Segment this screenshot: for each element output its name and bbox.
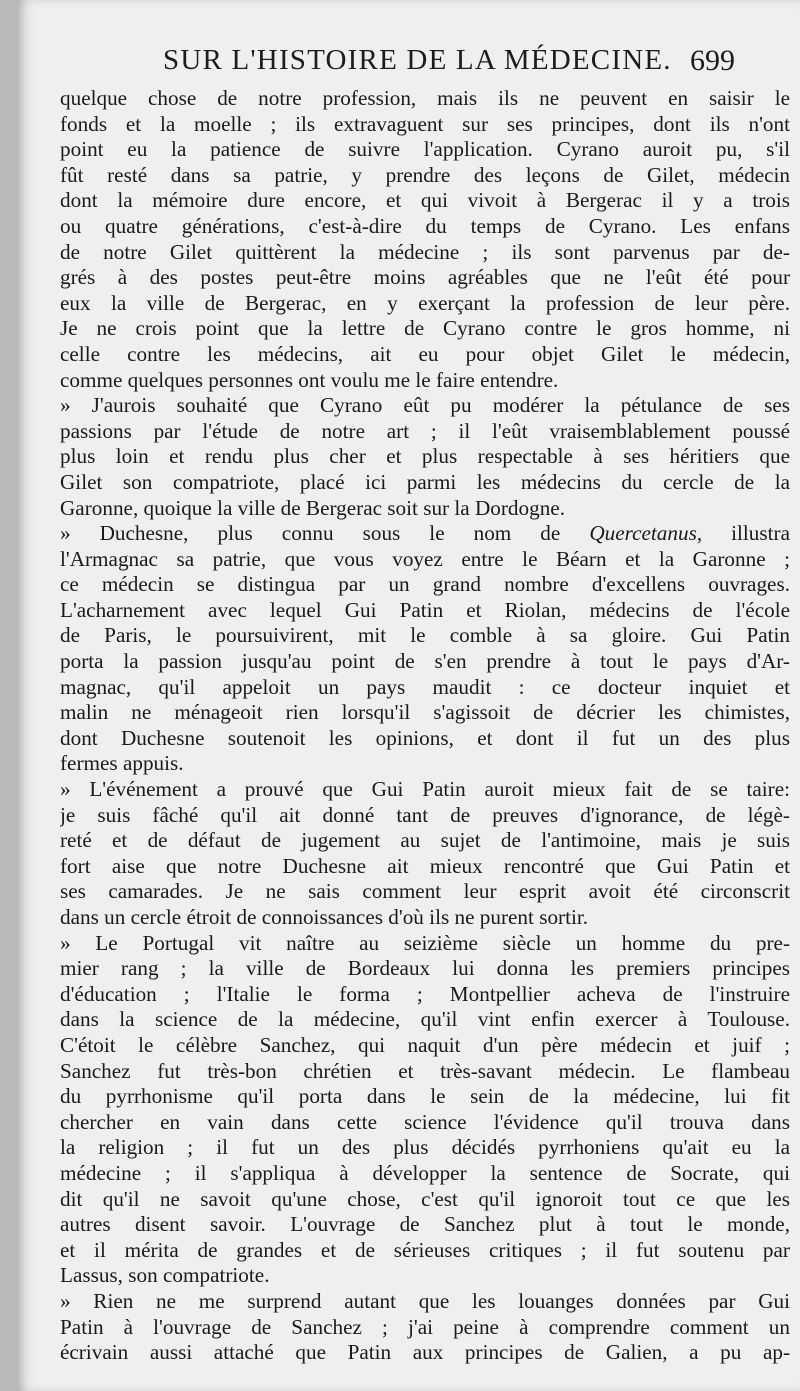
- text-line: celle contre les médecins, ait eu pour objet Gilet le médecin,: [60, 341, 790, 366]
- text-line: du pyrrhonisme qu'il porta dans le sein de la médecine, lui fit: [60, 1084, 790, 1109]
- text-line: Gilet son compatriote, placé ici parmi les médecins du cercle de la: [60, 469, 790, 494]
- text-line: Sanchez fut très-bon chrétien et très-savant médecin. Le flambeau: [60, 1058, 790, 1083]
- text-line: dont la mémoire dure encore, et qui vivoit à Bergerac il y a trois: [60, 188, 790, 213]
- text-line: » L'événement a prouvé que Gui Patin auroit mieux fait de se taire:: [60, 777, 790, 802]
- text-line: passions par l'étude de notre art ; il l'eût vraisemblablement poussé: [60, 418, 790, 443]
- text-line: comme quelques personnes ont voulu me le faire entendre.: [60, 367, 559, 392]
- text-line: dans la science de la médecine, qu'il vint enfin exercer à Toulouse.: [60, 1007, 790, 1032]
- text-line: fermes appuis.: [60, 751, 184, 776]
- text-line: fût resté dans sa patrie, y prendre des leçons de Gilet, médecin: [60, 162, 790, 187]
- text-line: l'Armagnac sa patrie, que vous voyez entre le Béarn et la Garonne ;: [60, 546, 790, 571]
- text-line-with-italic: » Duchesne, plus connu sous le nom de Quercetanus, illustra: [60, 521, 790, 546]
- text-line: Patin à l'ouvrage de Sanchez ; j'ai peine à comprendre comment un: [60, 1314, 790, 1339]
- text-line: autres disent savoir. L'ouvrage de Sanchez plut à tout le monde,: [60, 1212, 790, 1237]
- text-line: reté et de défaut de jugement au sujet de l'antimoine, mais je suis: [60, 828, 790, 853]
- text-line: » Le Portugal vit naître au seizième siècle un homme du pre-: [60, 930, 790, 955]
- text-line: de Paris, le poursuivirent, mit le comble à sa gloire. Gui Patin: [60, 623, 790, 648]
- text-line: magnac, qu'il appeloit un pays maudit : ce docteur inquiet et: [60, 674, 790, 699]
- text-line: écrivain aussi attaché que Patin aux principes de Galien, a pu ap-: [60, 1340, 790, 1365]
- text-line: je suis fâché qu'il ait donné tant de preuves d'ignorance, de légè-: [60, 802, 790, 827]
- page-number: 699: [690, 44, 735, 77]
- text-line: dit qu'il ne savoit qu'une chose, c'est qu'il ignoroit tout ce que les: [60, 1186, 790, 1211]
- text-line: eux la ville de Bergerac, en y exerçant la profession de leur père.: [60, 290, 790, 315]
- text-line: de notre Gilet quittèrent la médecine ; ils sont parvenus par de-: [60, 239, 790, 264]
- text-line: ou quatre générations, c'est-à-dire du temps de Cyrano. Les enfans: [60, 213, 790, 238]
- text-line: Lassus, son compatriote.: [60, 1263, 270, 1288]
- text-line: et il mérita de grandes et de sérieuses critiques ; il fut soutenu par: [60, 1237, 790, 1262]
- text-line: ses camarades. Je ne sais comment leur esprit avoit été circonscrit: [60, 879, 790, 904]
- text-line: Garonne, quoique la ville de Bergerac soit sur la Dordogne.: [60, 495, 566, 520]
- text-line: L'acharnement avec lequel Gui Patin et Riolan, médecins de l'école: [60, 597, 790, 622]
- text-line: » J'aurois souhaité que Cyrano eût pu modérer la pétulance de ses: [60, 393, 790, 418]
- text-line: d'éducation ; l'Italie le forma ; Montpellier acheva de l'instruire: [60, 981, 790, 1006]
- body-text: [60, 86, 790, 1366]
- text-line: dont Duchesne soutenoit les opinions, et dont il fut un des plus: [60, 725, 790, 750]
- text-line: mier rang ; la ville de Bordeaux lui donna les premiers principes: [60, 956, 790, 981]
- text-line: malin ne ménageoit rien lorsqu'il s'agissoit de décrier les chimistes,: [60, 700, 790, 725]
- text-line: fort aise que notre Duchesne ait mieux rencontré que Gui Patin et: [60, 853, 790, 878]
- running-title: SUR L'HISTOIRE DE LA MÉDECINE.: [163, 44, 672, 76]
- page-header: [18, 40, 800, 84]
- italic-term: Quercetanus: [589, 521, 697, 546]
- text-line: dans un cercle étroit de connoissances d'où ils ne purent sortir.: [60, 905, 589, 929]
- text-line: chercher en vain dans cette science l'évidence qu'il trouva dans: [60, 1109, 790, 1134]
- text-line: C'étoit le célèbre Sanchez, qui naquit d'un père médecin et juif ;: [60, 1032, 790, 1057]
- text-line: quelque chose de notre profession, mais ils ne peuvent en saisir le: [60, 86, 790, 110]
- text-line: point eu la patience de suivre l'application. Cyrano auroit pu, s'il: [60, 137, 790, 162]
- text-line: plus loin et rendu plus cher et plus respectable à ses héritiers que: [60, 444, 790, 469]
- text-line: médecine ; il s'appliqua à développer la sentence de Socrate, qui: [60, 1160, 790, 1185]
- text-line: la religion ; il fut un des plus décidés pyrrhoniens qu'ait eu la: [60, 1135, 790, 1160]
- text-line: fonds et la moelle ; ils extravaguent sur ses principes, dont ils n'ont: [60, 111, 790, 136]
- text-line: porta la passion jusqu'au point de s'en prendre à tout le pays d'Ar-: [60, 649, 790, 674]
- text-line: grés à des postes peut-être moins agréables que ne l'eût été pour: [60, 265, 790, 290]
- book-page: [18, 0, 800, 1391]
- text-line: Je ne crois point que la lettre de Cyrano contre le gros homme, ni: [60, 316, 790, 341]
- text-line: ce médecin se distingua par un grand nombre d'excellens ouvrages.: [60, 572, 790, 597]
- text-line: » Rien ne me surprend autant que les louanges données par Gui: [60, 1288, 790, 1313]
